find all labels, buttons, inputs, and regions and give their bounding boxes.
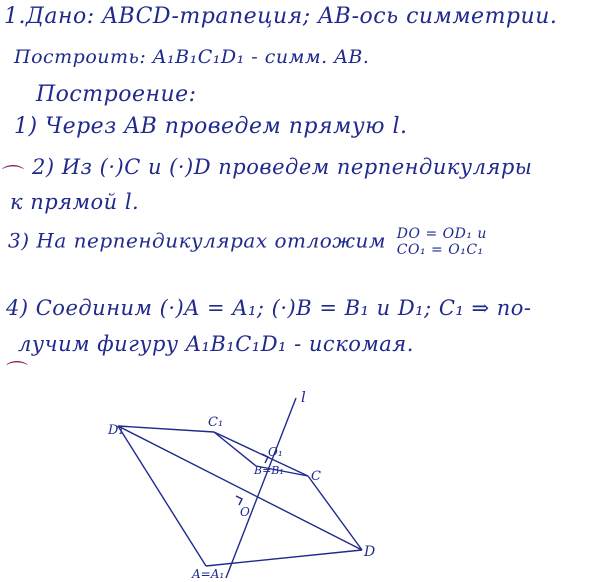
construct-line: Построить: A₁B₁C₁D₁ - симм. AB. <box>14 46 370 68</box>
step-4: 4) Соединим (·)A = A₁; (·)B = B₁ и D₁; C₁ ⇒ по- <box>6 296 532 320</box>
label-B-B1: B=B₁ <box>254 464 284 477</box>
label-D: D <box>364 544 376 560</box>
step-2: 2) Из (·)C и (·)D проведем перпендикуляры <box>32 155 533 179</box>
label-l: l <box>301 388 306 406</box>
step-3-text: 3) На перпендикулярах отложим <box>8 228 386 253</box>
line-l <box>226 398 296 578</box>
segment-A1D1 <box>118 426 206 566</box>
margin-mark-2: ⌒ <box>6 361 29 386</box>
label-C1: C₁ <box>208 415 224 430</box>
given-line: 1.Дано: ABCD-трапеция; AB-ось симметрии. <box>4 4 558 29</box>
construction-title: Построение: <box>36 82 197 107</box>
label-O1: O₁ <box>268 445 283 459</box>
segment-D1C1 <box>118 426 214 432</box>
label-D1: D₁ <box>108 423 124 438</box>
label-A-A1: A=A₁ <box>192 567 225 581</box>
step-4-continued: лучим фигуру A₁B₁C₁D₁ - искомая. <box>18 332 414 356</box>
label-C: C <box>311 469 321 484</box>
segment-CD <box>308 476 362 550</box>
margin-mark-1: ⌒ <box>2 165 25 190</box>
segment-DA <box>206 550 362 566</box>
right-angle-O <box>236 496 242 505</box>
step-3-eq-1: DO = OD₁ и <box>396 226 487 242</box>
label-O: O <box>240 505 250 519</box>
step-3-eq-2: CO₁ = O₁C₁ <box>396 242 484 258</box>
step-1: 1) Через AB проведем прямую l. <box>14 114 408 139</box>
step-2-continued: к прямой l. <box>10 190 140 214</box>
